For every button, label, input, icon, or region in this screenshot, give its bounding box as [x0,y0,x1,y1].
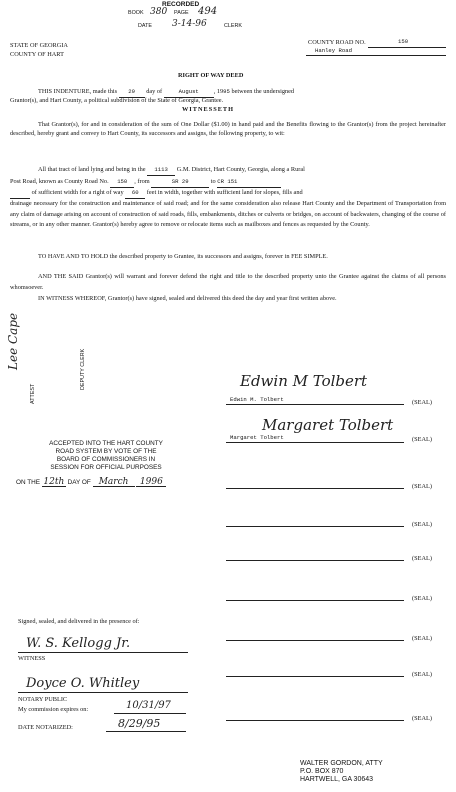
tract-line3: of sufficient width for a right of way 60 feet in width, together with sufficient land for slopes, fills and [10,189,303,199]
witnesseth-heading: WITNESSETH [182,106,234,113]
road-name: Hanley Road [315,47,352,54]
page-label: PAGE [174,10,189,16]
vertical-signature: Lee Cape [6,312,20,370]
commission-label: My commission expires on: [18,706,89,713]
attest-label: ATTEST [30,383,36,404]
seal-5: (SEAL) [412,555,432,562]
to-field: CR 151 [217,178,281,188]
date-notarized-label: DATE NOTARIZED: [18,724,73,731]
return-line3: HARTWELL, GA 30643 [300,776,374,783]
seal-9: (SEAL) [412,715,432,722]
from-field: SR 29 [151,178,209,188]
stamp-on: ON THE [16,479,41,486]
stamp-line3: BOARD OF COMMISSIONERS IN [56,456,156,463]
tract-line1: All that tract of land lying and being in the 1113 G.M. District, Hart County, Georgia, along a Rural [38,166,305,176]
date-notarized: 8/29/95 [118,717,161,730]
book-label: BOOK [128,10,144,16]
district-number: 1113 [147,166,175,176]
signer-name-1: Edwin M. Tolbert [230,396,284,403]
stamp-dayof: DAY OF [67,479,91,486]
tract-rest: drainage necessary for the construction and maintenance of said road; and for the same consideration also release Hart County and the Department of Transportation from any claim of damage arising on account of construction of said roads, fills, embankments, ditches or culverts or bridges, on account of backwaters, changing of the course of streams, or in any other manner. Grantor(s) hereby agree to remove or relocate items such as mailboxes and fences as requested by the County. [10,200,446,229]
stamp-line2: ROAD SYSTEM BY VOTE OF THE [55,448,157,455]
signer-name-2: Margaret Tolbert [230,434,284,441]
seal-7: (SEAL) [412,635,432,642]
seal-1: (SEAL) [412,399,432,406]
seal-6: (SEAL) [412,595,432,602]
signature-1: Edwin M Tolbert [240,372,368,390]
consideration-paragraph: That Grantor(s), for and in consideration of the sum of One Dollar ($1.00) in hand paid and the Benefits flowing to the Grantor(s) from the project hereinafter described, hereby grant and convey to Hart County, its successors and assigns, the following property, to wit: [10,121,446,138]
state-line: STATE OF GEORGIA [10,42,68,49]
seal-8: (SEAL) [412,671,432,678]
signature-2: Margaret Tolbert [262,416,394,434]
seal-3: (SEAL) [412,483,432,490]
habendum-paragraph: TO HAVE AND TO HOLD the described property to Grantee, its successors and assigns, forever in FEE SIMPLE. [38,253,328,260]
clerk-label: CLERK [224,23,242,29]
warranty-paragraph: AND THE SAID Grantor(s) will warrant and forever defend the right and title to the described property unto the Grantee against the claims of all persons whomsoever. [10,273,446,291]
acceptance-stamp [16,440,216,520]
stamp-line4: SESSION FOR OFFICIAL PURPOSES [50,464,162,471]
indenture-month: August [164,88,214,98]
witness-label: WITNESS [18,655,46,662]
indenture-line: THIS INDENTURE, made this 29 day of August , 1995 between the undersigned [38,88,294,98]
seal-4: (SEAL) [412,521,432,528]
return-line2: P.O. BOX 870 [300,768,344,775]
stamp-year: 1996 [136,478,166,487]
return-line1: WALTER GORDON, ATTY [300,760,383,767]
seal-2: (SEAL) [412,436,432,443]
commission-date: 10/31/97 [126,700,171,711]
county-line: COUNTY OF HART [10,51,64,58]
tract-line2: Post Road, known as County Road No. 150 , from SR 29 to CR 151 [10,178,281,188]
recorded-date: 3-14-96 [172,19,207,29]
date-label: DATE [138,23,152,29]
notary-label: NOTARY PUBLIC [18,696,68,703]
stamp-month: March [93,478,135,487]
stamp-day: 12th [43,477,65,487]
in-witness-paragraph: IN WITNESS WHEREOF, Grantor(s) have signed, sealed and delivered this deed the day and year first written above. [38,295,337,302]
road-label: COUNTY ROAD NO. [308,39,366,46]
road-number: 150 [398,38,409,45]
deputy-clerk-label: DEPUTY CLERK [80,348,86,390]
road-no-field: 150 [110,178,134,188]
recorded-stamp [128,1,278,32]
stamp-line1: ACCEPTED INTO THE HART COUNTY [49,440,163,447]
indenture-year: 95 [223,88,230,95]
width-field: 60 [125,189,145,199]
witness-signature: W. S. Kellogg Jr. [26,636,131,651]
notary-signature: Doyce O. Whitley [26,676,140,691]
indenture-day: 29 [119,88,145,98]
return-to-stamp [300,760,383,784]
witness-intro: Signed, sealed, and delivered in the presence of: [18,618,140,625]
page-number: 494 [198,6,218,17]
indenture-line2: Grantor(s), and Hart County, a political subdivision of the State of Georgia, Grantee. [10,97,224,104]
recorded-title: RECORDED [162,1,200,8]
deed-title: RIGHT OF WAY DEED [178,72,244,79]
book-number: 380 [150,7,168,17]
